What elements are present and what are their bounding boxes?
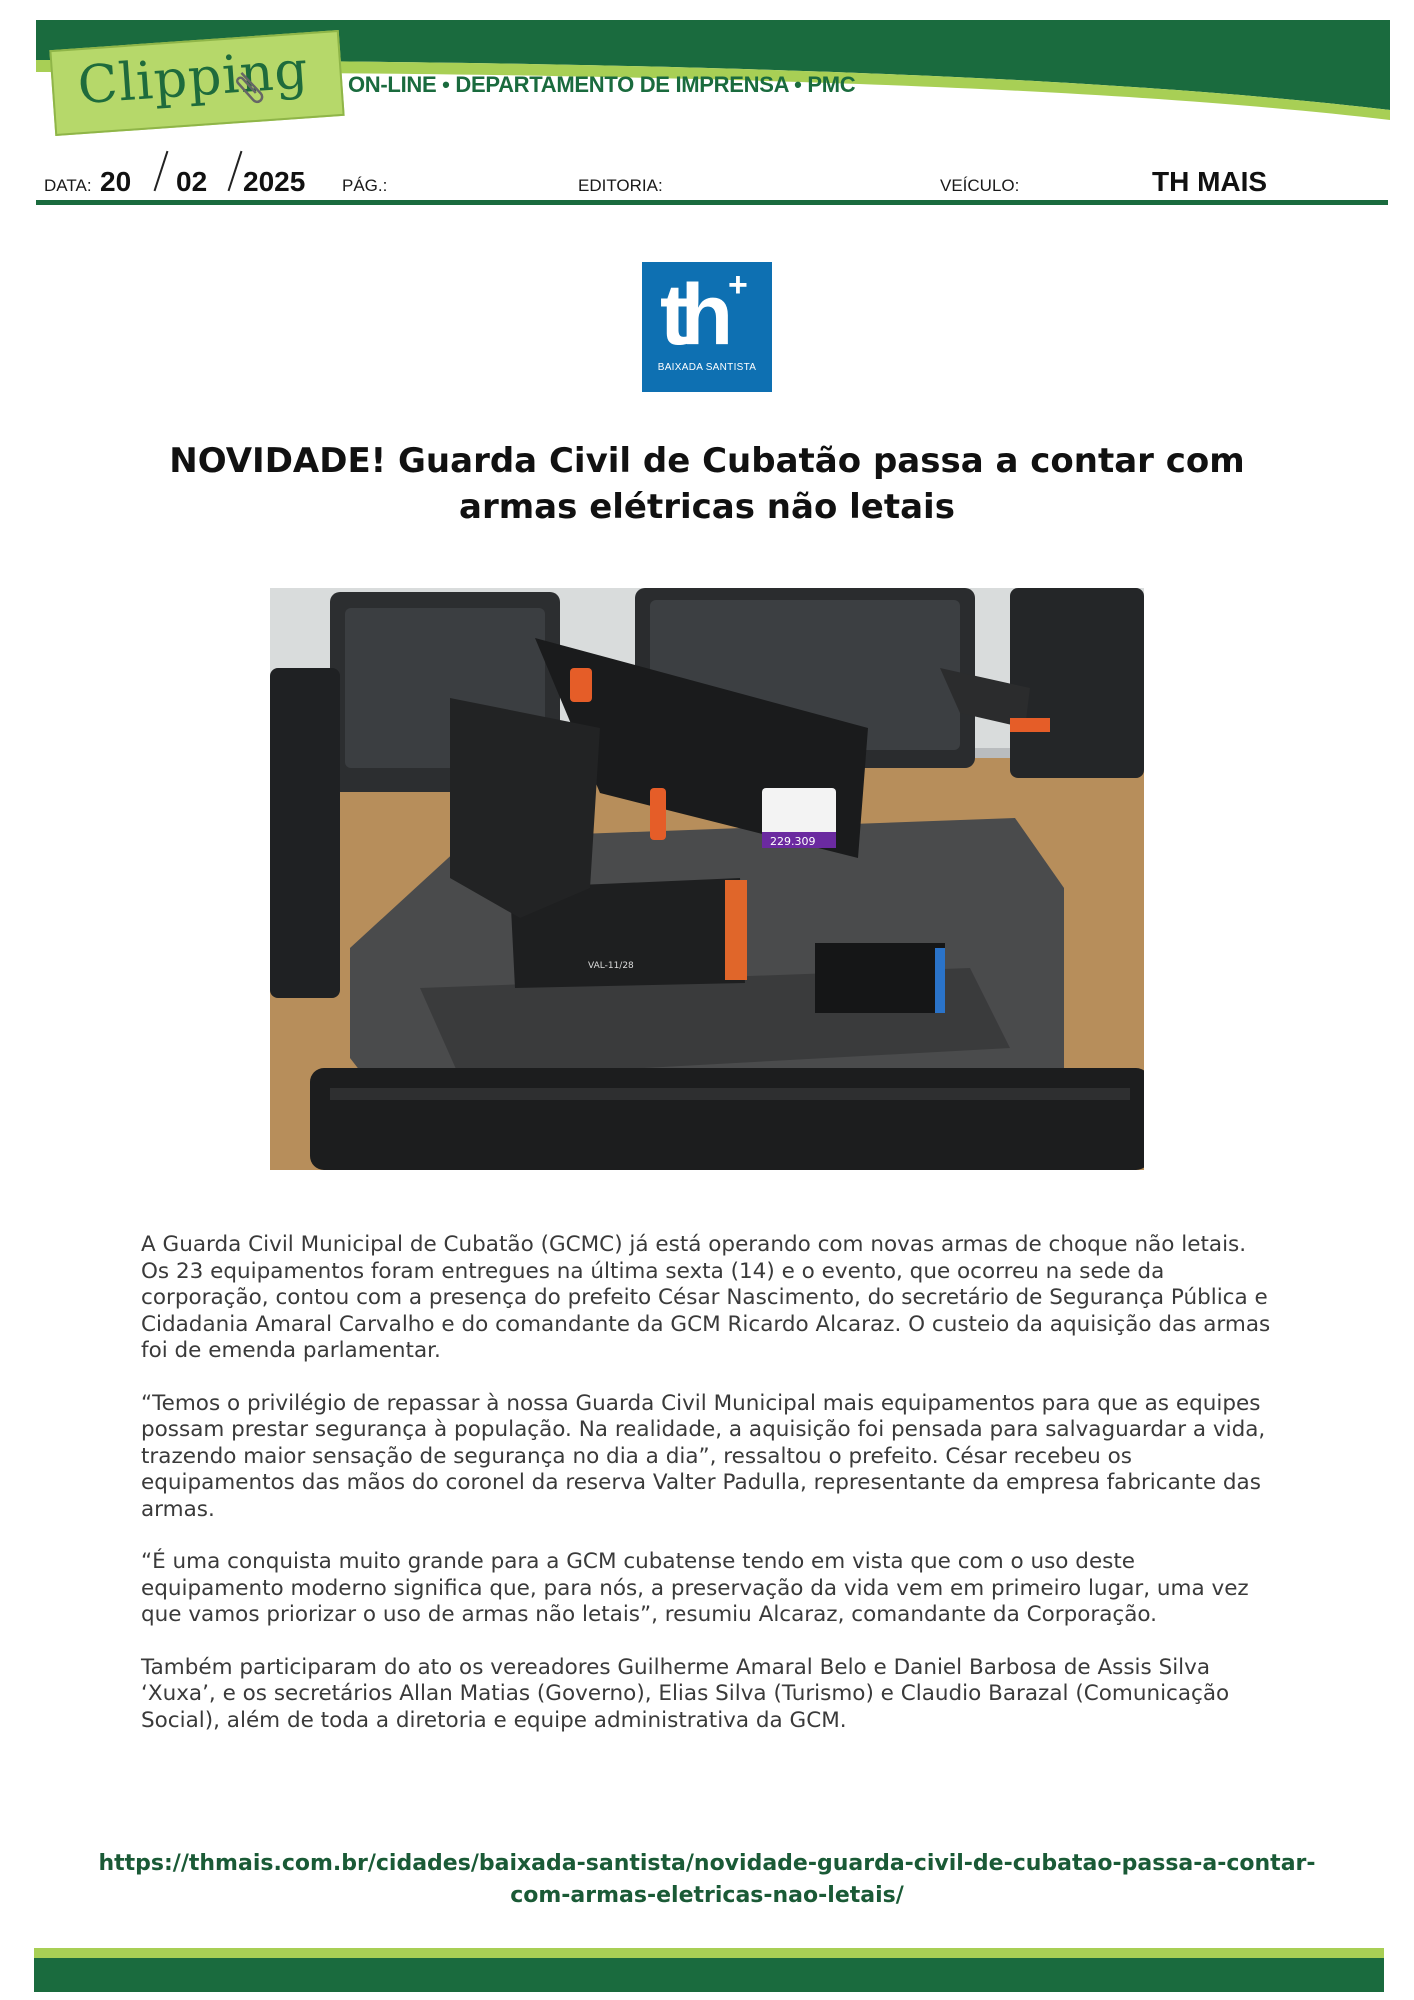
date-label: DATA: [44,176,92,195]
th-logo-caption: BAIXADA SANTISTA [657,362,757,373]
veiculo-value: TH MAIS [1152,166,1268,197]
source-link[interactable]: https://thmais.com.br/cidades/baixada-santista/novidade-guarda-civil-de-cubatao-passa-a-contar-com-armas-eletricas-nao-letais/ [98,1851,1316,1908]
th-logo-letters: th [660,267,726,363]
paperclip-icon [233,67,271,105]
date-day: 20 [100,166,132,197]
date-month: 02 [176,166,208,197]
editoria-label: EDITORIA: [578,176,663,195]
th-mais-logo [642,262,772,392]
department-subtitle: ON-LINE • DEPARTAMENTO DE IMPRENSA • PMC [348,72,856,97]
article-photo [270,588,1144,1170]
footer-band-dark [34,1958,1384,1992]
date-separator [228,151,243,192]
veiculo-label: VEÍCULO: [940,176,1020,195]
article-headline: NOVIDADE! Guarda Civil de Cubatão passa a contar com armas elétricas não letais [169,441,1245,527]
footer-band-light [34,1948,1384,1958]
article-paragraph: A Guarda Civil Municipal de Cubatão (GCMC) já está operando com novas armas de choque não letais. Os 23 equipamentos foram entregues na última sexta (14) e o evento, que ocorreu na sede da corporação, contou com a presença do prefeito César Nascimento, do secretário de Segurança Pública e Cidadania Amaral Carvalho e do comandante da GCM Ricardo Alcaraz. O custeio da aquisição das armas foi de emenda parlamentar. [141,1232,1271,1363]
date-year: 2025 [243,166,306,197]
photo-magazine-label: VAL-11/28 [588,961,634,971]
page-label: PÁG.: [342,176,388,195]
article-paragraph: Também participaram do ato os vereadores Guilherme Amaral Belo e Daniel Barbosa de Assis Silva ‘Xuxa’, e os secretários Allan Matias (Governo), Elias Silva (Turismo) e Claudio Barazal (Comunicação Social), além de toda a diretoria e equipe administrativa da GCM. [141,1654,1230,1733]
article-body [141,1232,1276,1760]
photo-serial-label: 229.309 [770,835,816,848]
date-separator [154,151,169,192]
article-paragraph: “Temos o privilégio de repassar à nossa Guarda Civil Municipal mais equipamentos para que as equipes possam prestar segurança à população. Na realidade, a aquisição foi pensada para salvaguardar a vida, trazendo maior sensação de segurança no dia a dia”, ressaltou o prefeito. César recebeu os equipamentos das mãos do coronel da reserva Valter Padulla, representante da empresa fabricante das armas. [141,1390,1266,1522]
article-paragraph: “É uma conquista muito grande para a GCM cubatense tendo em vista que com o uso deste equipamento moderno significa que, para nós, a preservação da vida vem em primeiro lugar, uma vez que vamos priorizar o uso de armas não letais”, resumiu Alcaraz, comandante da Corporação. [141,1549,1249,1627]
th-logo-plus: + [728,266,748,304]
header-divider [36,200,1388,205]
clipping-logo-text: Clipping [75,40,311,117]
